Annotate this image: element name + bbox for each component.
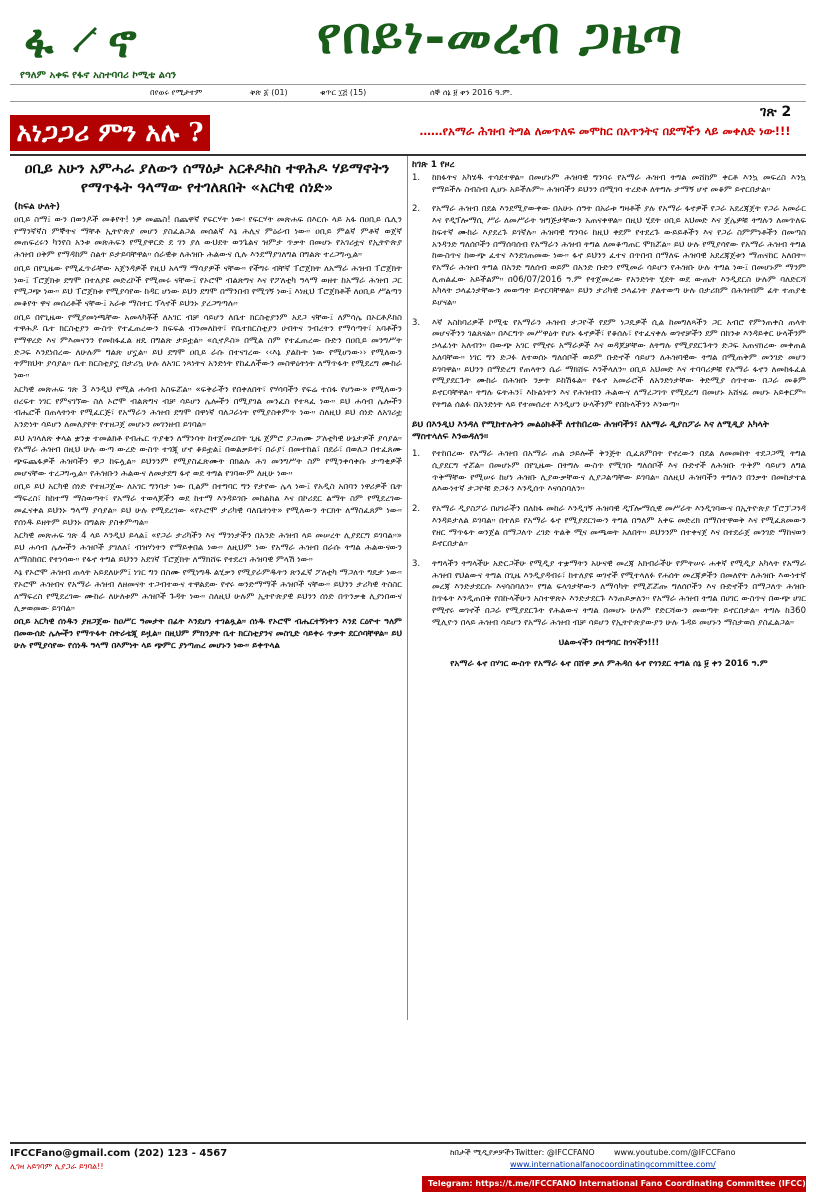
article-paragraph: አርካዊ መጽሐፍ ገጽ 4 ላይ እንዲህ ይላል፤ «የጋራ ታሪካችን እና ማንነታችን በአንድ ሕዝብ ላይ መሠረት ሊያደርግ ይገባል።» ይህ ሐሳብ ሌሎችን ሕዝቦች ያገለለ፣ ብዝሃነትን የማይቀበል ነው። ለዚህም ነው የአማራ ሕዝብ በራሱ ትግል ሕልውናውን ለማስከበር የተነሳው። የፋኖ ትግል ይህንን አደገኛ ፐሮጀክት ለማክሸፍ የተደረገ ሕዝባዊ ምላሽ ነው። bbox=[14, 531, 402, 565]
closing-signature: የአማራ ፋኖ በሃገር ውስጥ የአማራ ፋኖ በሸዋ ቃለ ምሕዳሰ ፋኖ የጎንደር ትግል ሰኔ ፱ ቀን 2016 ዓ.ም bbox=[450, 659, 768, 670]
article-paragraph: ይህ አገላለጽ ቀላል ቋንቋ ተመልክቶ የብሔር ጥያቄን ለማንሳት ከተጀመረበት ጊዜ ጀምሮ ያጋጠሙ ፖለቲካዊ ሁኔታዎች ያሳያል። የአማራ ሕዝብ በዚህ ሁሉ ውጣ ውረድ ውስጥ ተጎጂ ሆኖ ቆይቷል፤ በወልቃይት፣ በራያ፣ በመተከል፣ በደራ፣ በወለጋ በተፈጸሙ ጭፍጨፋዎች ሕዝባችን ዋጋ ከፍሏል። ይህንንም የሚያስፈጽሙት በክልሉ ሕገ መንግሥት ስም የሚንቀሳቀሱ ታጣቂዎች መሆናቸው ተረጋግጧል። የሕዝቡን ሕልውና ለመታደግ ፋኖ ወደ ትግል የገባውም ለዚሁ ነው። bbox=[14, 433, 402, 479]
article-paragraph: ዐቢይ ይህ አርካዊ ሰነድ የተዘጋጀው ለአገር ግንባታ ነው ቢልም በተግባር ግን የታየው ሌላ ነው፤ የአዲስ አበባን ነዋሪዎች ቤት ማፍረስ፣ ከከተማ ማስወጣት፣ የአማራ ተወላጆችን ወደ ከተማ እንዳይገቡ መከልከል እና በኮሪደር ልማት ስም የሚደረገው መፈናቀል ይህንኑ ዓላማ ያሳያል። ይህ ሁሉ የሚደረገው «የኦሮሞ ታሪካዊ ባለቤትነት» የሚለውን ትርክት ለማስፈጸም ነው። የሰነዱ ይዘትም ይህንኑ በግልጽ ያስቀምጣል። bbox=[14, 482, 402, 528]
newspaper-title: የበይነ-መረብ ጋዜጣ bbox=[316, 6, 684, 65]
tagline: የዓለም አቀፍ የፋኖ አስተባባሪ ኮሚቴ ልሳን bbox=[20, 70, 177, 81]
article-paragraph: ዐቢይ አርካዊ ሰነዱን ያዘጋጀው ከዐሥር ዓመታት በፊት እንደሆነ ተገልጿል። ሰነዱ የኦሮሞ ብሔርተኝነትን እንደ ርዕዮተ ዓለም በመውሰድ ሌሎችን የማጥፋት ስትራቴጂ ይዟል። በዚህም ምክንያት ቤተ ክርስቲያንና መስጊድ ሳይቀሩ ጥቃት ደርሶባቸዋል። ይህ ሁሉ የሚያሳየው የሰነዱ ዓላማ በእምነት ላይ ጭምር ያነጣጠረ መሆኑን ነው። ይቀጥላል bbox=[14, 617, 402, 651]
item-number: 2. bbox=[412, 504, 421, 515]
item-text: የአማራ ሕዝብ በደል እንደሚያውቀው በአሁኑ ሰዓት በአራቱ ግዛቶች ያሉ የአማራ ፋኖዎች የጋራ አደረጃጀት የጋራ አመራር እና የዲፕሎማሲ ሥራ ለመሥራት ዝግጅታቸውን አጠናቀዋል። በዚህ ሂደት ዐቢይ አህመድ እና ጀሌዎቹ ትግሉን ለመጥለፍ ከፍተኛ ሙከራ እያደረጉ ይገኛሉ። ሕዝባዊ ግንባሩ ከዚህ ቀደም የተደረጉ ውይይቶችን እና የጋራ ስምምነቶችን በመጣስ አንዳንድ ግለሰቦችን በማሰባሰብ የአማራን ሕዝብ ትግል ለመቆጣጠር ሞክሯል። ይህ ሁሉ የሚያሳየው የአማራ ሕዝብ ትግል ከውስጥና ከውጭ ፈተና እንደገጠመው ነው። ፋኖ ይህንን ፈተና በጥበብ በማለፍ ሕዝባዊ አደረጃጀቱን ማጠናከር አለበት። የአማራ ሕዝብ ትግል በአንድ ግለሰብ ወይም በአንድ ቡድን የሚመራ ሳይሆን የሕዝቡ ሁሉ ትግል ነው፤ በመሆኑም ማንም ሊጠልፈው አይችልም። በ06/07/2016 ዓ.ም የተጀመረው የአንድነት ሂደት ወደ ውጤት እንዲደርስ ሁሉም ባለድርሻ አካላት ኃላፊነታቸውን መወጣት ይኖርባቸዋል። ይህን ታሪካዊ ኃላፊነት ያልተወጣ ሁሉ በታሪክም በሕዝብም ፊት ተጠያቂ ይሆናል። bbox=[432, 204, 806, 309]
message-item bbox=[412, 559, 806, 629]
twitter-link[interactable]: Twitter: @IFCCFANO bbox=[515, 1148, 595, 1157]
social-label: ከበታች ሚዲያዎቻችን ፡ bbox=[450, 1148, 519, 1157]
item-text: ትግላችን ትግላችሁ አድርጋችሁ የሚዲያ ተቋማትን አሁናዊ መረጃ አክብራችሁ የምትሠሩ ሐቀኛ የሚዲያ አካላት የአማራ ሕዝብ የህልውና ትግል በጊዜ እንዲያዳብሩ፣ ከተለያዩ ወገኖች የሚተላለፉ የሐሰት መረጃዎችን በመለየት ለሕዝቡ እውነተኛ መረጃ እንድታደርሱ እናሳስባለን። የግል ፍላጎታቸውን ለማሳካት የሚሯሯጡ ግለሰቦችን እና ቡድኖችን በማጋለጥ ሕዝቡ ከጥፋት እንዲጠበቅ የበኩላችሁን አስተዋጽኦ እንድታደርጉ እንጠይቃለን። የአማራ ሕዝብ ትግል በሀገር ውስጥና በውጭ ሀገር የሚኖሩ ወገኖች በጋራ የሚያደርጉት የሕልውና ትግል በመሆኑ ሁሉም የድርሻውን መወጣት ይኖርበታል። ትግሉ ከ360 ሚሊዮን በላይ ሕዝብ ሳይሆን የአማራ ሕዝብ ብቻ ሳይሆን የኢትዮጵያውያን ሁሉ ጉዳይ መሆኑን ማስታወስ ያስፈልጋል። bbox=[432, 558, 806, 628]
item-number: 3. bbox=[412, 317, 421, 328]
contact-email[interactable]: IFCCFano@gmail.com (202) 123 - 4567 bbox=[10, 1148, 228, 1159]
section-banner: አነጋጋሪ ምን አሉ ? bbox=[10, 115, 210, 151]
column-divider bbox=[407, 156, 408, 1020]
list-item bbox=[412, 173, 806, 196]
message-item bbox=[412, 449, 806, 496]
logo-letter-fa: ፋ bbox=[24, 14, 54, 68]
item-number: 2. bbox=[412, 204, 421, 215]
article-title: ዐቢይ አሁን አምሓራ ያለውን ሰማዕታ አርቶዶክስ ተዋሕዶ ሃይማኖትን የማጥፋት ዓላማው የተገለጸበት «አርካዊ ሰነድ» bbox=[24, 161, 390, 196]
footer bbox=[10, 1142, 806, 1196]
closing-slogan: ህልውናችን በተግባር ከጎናችን!!! bbox=[558, 638, 660, 649]
messages-heading: ይህ በእንዲህ እንዳለ የሚከተሉትን መልዕክቶች ለተከበረው ሕዝባችን፣ ለአማራ ዲያስፖራ እና ለሚዲያ አካላት ማስተላለፍ እንወዳለን። bbox=[412, 420, 769, 443]
article-paragraph: አርካዊ መጽሐፍ ገጽ 3 እንዲህ የሚል ሐሳብ አስፍሯል። «ፍቅራችን የበቀለበት፣ የሃሳባችን የፍሬ ተስፋ የሆነው» የሚለውን ዐረፍተ ነገር የምናገኘው ስለ ኦሮሞ ብልጽግና ብቻ ሳይሆን ሌሎችን በሚያገል መንፈስ የተጻፈ ነው። ይህ ሐሳብ ሌሎችን ብሔሮች በጠላትነት የሚፈርጅ፣ የአማራን ሕዝብ ደግሞ በዋነኛ ባለጋራነት የሚያስቀምጥ ነው። ስለዚህ ይህ ሰነድ ለአገሪቷ አንድነት ሳይሆን ለመለያየት የተዘጋጀ መሆኑን መገንዘብ ይገባል። bbox=[14, 384, 402, 430]
footer-rule bbox=[10, 1142, 806, 1144]
rifle-icon bbox=[70, 24, 100, 54]
page-number: ገጽ 2 bbox=[760, 104, 792, 120]
message-item bbox=[412, 504, 806, 551]
volume: ቅጽ ፩ (01) bbox=[250, 88, 288, 97]
article-paragraph: ዐቢይ ስማ፤ ውን በወንዶች መቆየት! ነዎ መጨስ! በጨዋኛ የፍርሃት ነው፡ የፍርሃት መጽሐፍ በእርሱ ላይ አፋ በዐቢይ ሴሊን የማንኛኛስ ምኞትና ማቸቶ ኢትዮጵያ መሆን ያስፈልጋል መሰልኛ እኔ ሕሊና ምዕራብ ነው። ዐቢይ ምልኛ ምቶኛ ወጀኛ መጠፍረሩን ካንየስ አንቱ መጽሕፍን የሚያዋርድ ደ ገን ያለ ውህደት ወንጌልና ዝምታ ጥቃት በመሆኑ የአገሪቷና የኢትዮጵያ ሕዝብ ዐቅም የማዳከም ስልት ይታይባቸዋል። ሰራዊቱ ለሕዝቡ ሕልውና ሲሉ እንደማያገለግል በግልጽ ተረጋግጧል። bbox=[14, 215, 402, 261]
issue-date: ሰኞ ሰኔ ፱ ቀን 2016 ዓ.ም. bbox=[430, 88, 513, 97]
issue-info-bar bbox=[10, 84, 806, 102]
youtube-link[interactable]: www.youtube.com/@IFCCFano bbox=[614, 1148, 736, 1157]
headline-banner: ……የአማራ ሕዝብ ትግል ለመጥለፍ መሞከር በአጥንትና በደማችን ላይ መቀለድ ነው!!! bbox=[419, 124, 791, 138]
item-number: 1. bbox=[412, 173, 421, 183]
list-item bbox=[412, 318, 806, 412]
article-body bbox=[14, 202, 402, 1020]
article-paragraph: ዐቢይ በየጊዜው የሚፈጥራቸው አጀንዳዎች የዚህ አላማ ማሳያዎች ናቸው። የችግሩ ብቸኛ ፐሮጀክት ለአማራ ሕዝብ ፐሮጀክት ነው፤ ፐሮጀክቱ ደግሞ በተለያዩ መድረኮች የሚመሩ ናቸው፤ የኦሮሞ ብልጽግና እና የፖለቲካ ዓላማ ወዘተ ከአማራ ሕዝብ ጋር የሚጋጭ ነው። ይህ ፐሮጀክቱ የሚያሳየው ከዳር ሆነው ይህን ደግሞ በማንበብ የሚገኝ ነው፤ እነዚህ ፐሮጀክቶች ለዐቢይ ሥልጣን መቆየት ዋና መሰረቶች ናቸው፤ አራቱ ማስተር ፕላኖች ይህንኑ ያረጋግጣሉ። bbox=[14, 263, 402, 309]
statement-column bbox=[412, 160, 806, 1060]
periodicity: በየወሩ የሚታተም bbox=[150, 88, 203, 97]
logo-letter-no: ኖ bbox=[108, 14, 137, 68]
item-text: የተከበረው የአማራ ሕዝብ በአማራ ጠል ኃይሎች ቅንጅት ሲፈጸምበት የኖረውን በደል ለመመከት ተደጋጋሚ ትግል ሲያደርግ ኖሯል። በመሆኑም በየጊዜው በትግሉ ውስጥ የሚገቡ ግለሰቦች እና ቡድኖች ለሕዝቡ ጥቅም ሳይሆን ለግል ጥቅማቸው የሚሠሩ ከሆነ ሕዝቡ ሊያውቃቸውና ሊያጋልጣቸው ይገባል። ስለዚህ ሕዝባችን ትግሉን በንቃት በመከታተል ለእውነተኛ ታጋዮቹ ድጋፉን እንዲሰጥ እናሳስባለን። bbox=[432, 449, 806, 495]
share-note: ሊገዛ አይገባም ሊያጋራ ይገባል!! bbox=[10, 1162, 104, 1171]
item-number: 1. bbox=[412, 449, 421, 460]
masthead bbox=[10, 6, 806, 84]
article-paragraph: እኔ የኦሮሞ ሕዝብ ጠላት አይደለሁም፤ ነገር ግን በስሙ የሚነግዱ ልሂቃን የሚያራምዱትን ጽንፈኛ ፖለቲካ ማጋለጥ ግዴታ ነው። የኦሮሞ ሕዝብና የአማራ ሕዝብ ለዘመናት ተጋብተውና ተዋልደው የኖሩ ወንድማማች ሕዝቦች ናቸው። ይህንን ታሪካዊ ትስስር ለማፍረስ የሚደረገው ሙከራ ለሁለቱም ሕዝቦች ጉዳት ነው። ስለዚህ ሁሉም ኢትዮጵያዊ ይህንን ሰነድ በጥንቃቄ ሊያነበውና ሊቃወመው ይገባል። bbox=[14, 568, 402, 614]
item-text: ከክፋትና አካሄዱ ተሳደተዋል። በመሆኑም ሕዝባዊ ግንባሩ የአማራ ሕዝብ ትግል መሸከም ቀርቶ እንኳ መፍረስ እንኳ የማይችሉ ስብስብ ሊሆኑ አይችሉም። ሕዝባችን ይህንን በሚገባ ተረድቶ ለትግሉ ታማኝ ሆኖ መቆም ይኖርበታል። bbox=[432, 173, 806, 195]
list-item bbox=[412, 204, 806, 309]
article-part-note: (ከፍል ሁለት) bbox=[14, 202, 60, 212]
telegram-banner[interactable]: Telegram: https://t.me/IFCCFANO International Fano Coordinating Committee (IFCC) bbox=[422, 1176, 806, 1192]
item-text: እኛ አስከባሪዎች ኮሚቴ የአማራን ሕዝብ ታጋዮች የደም ነጋዴዎች ሲል ከመግለጻችን ጋር አብሮ የምንጠቀስ ጠላት መሆናችንን ገልጸናል። በእርግጥ መሥዋዕት የሆኑ ፋኖዎች፣ የቆሰሉ፣ የተፈናቀሉ ወገኖቻችን ደም በከንቱ እንዳይቀር ሁላችንም ኃላፊነት አለብን። በውጭ አገር የሚኖሩ አማራዎች እና ወዳጆቻቸው ለትግሉ የሚያደርጉትን ድጋፍ አጠናክረው መቀጠል አለባቸው። ነገር ግን ድጋፉ ለተወሰኑ ግለሰቦች ወይም ቡድኖች ሳይሆን ለሕዝባዊው ትግል በሚጠቅም መንገድ መሆን ይገባዋል። ይህንን በማድረግ የጠላትን ሴራ ማክሸፍ እንችላለን። ዐቢይ አህመድ እና ተባባሪዎቹ የአማራ ፋኖን ለመከፋፈል የሚያደርጉት ሙከራ በሕዝቡ ንቃት ይከሽፋል። የፋኖ አመራሮች ለአንድነታቸው ቅድሚያ ሰጥተው በጋራ መቆም ይኖርባቸዋል። ትግሉ ፍትሕን፣ እኩልነትን እና የሕዝብን ሕልውና ለማረጋገጥ የሚደረግ በመሆኑ አሸናፊ መሆኑ አይቀርም። የትግል ሰልፉ በአንድነት ላይ የተመሰረተ እንዲሆን ሁላችንም የበኩላችንን እንወጣ። bbox=[432, 317, 806, 410]
header-rule bbox=[10, 154, 806, 156]
fano-logo bbox=[24, 8, 144, 68]
continued-from-label: ከገጽ 1 የዞረ bbox=[412, 160, 455, 170]
item-number: 3. bbox=[412, 558, 421, 569]
website-link[interactable]: www.internationalfanocoordinatingcommittee.com/ bbox=[510, 1160, 716, 1169]
article-paragraph: ዐቢይ በየጊዜው የሚያመነጫቸው አመላካቾች ለአገር ብቻ ሳይሆን ለቤተ ክርስቲያንም አደጋ ናቸው፤ ለምሳሌ በኦርቶዶክስ ተዋሕዶ ቤተ ክርስቲያን ውስጥ የተፈጠረውን ክፍፍል ብንመለከት፣ የቤተክርስቲያን ሀብትና ንብረትን የማሳጣት፣ አባቶችን የማዋረድ እና ምእመናንን የመከፋፈል ዘዴ በግልጽ ታይቷል። «ሲኖዶስ» በሚል ስም የተፈጠረው ቡድን በዐቢይ መንግሥት ድጋፍ እንደነበረው ለሁሉም ግልጽ ሆኗል። ይህ ደግሞ ዐቢይ ራሱ በተናገረው ‹‹እኔ ያልኩት ነው የሚሆነው›› የሚለውን ትምክህት ያሳያል። ቤተ ክርስቲያኗ በታሪኳ ሁሉ ለአገር ነጻነትና አንድነት የከፈለችውን መስዋዕትነት ለማጥፋት የሚደረግ ሙከራ ነው። bbox=[14, 312, 402, 382]
item-text: የአማራ ዲያስፖራ በሀገራችን በለከፋ መከራ እንዲገኝ ሕዝባዊ ዲፕሎማሲዊ መሥራት እንዲገባውና በኢትዮጵያ ፕሮፓጋንዳ እንዳይታለል ይገባል። በተለይ የአማራ ፋኖ የሚያደርገውን ትግል በዓለም አቀፍ መድረክ በማስተዋወቅ እና የሚፈጸመውን የዘር ማጥፋት ወንጀል በማጋለጥ ረገድ ትልቅ ሚና መጫወት አለበት። ይህንንም በተቀናጀ እና በተደራጀ መንገድ ማከናወን ይኖርበታል። bbox=[432, 504, 806, 550]
issue-number: ቁጥር ፲፭ (15) bbox=[320, 88, 367, 97]
